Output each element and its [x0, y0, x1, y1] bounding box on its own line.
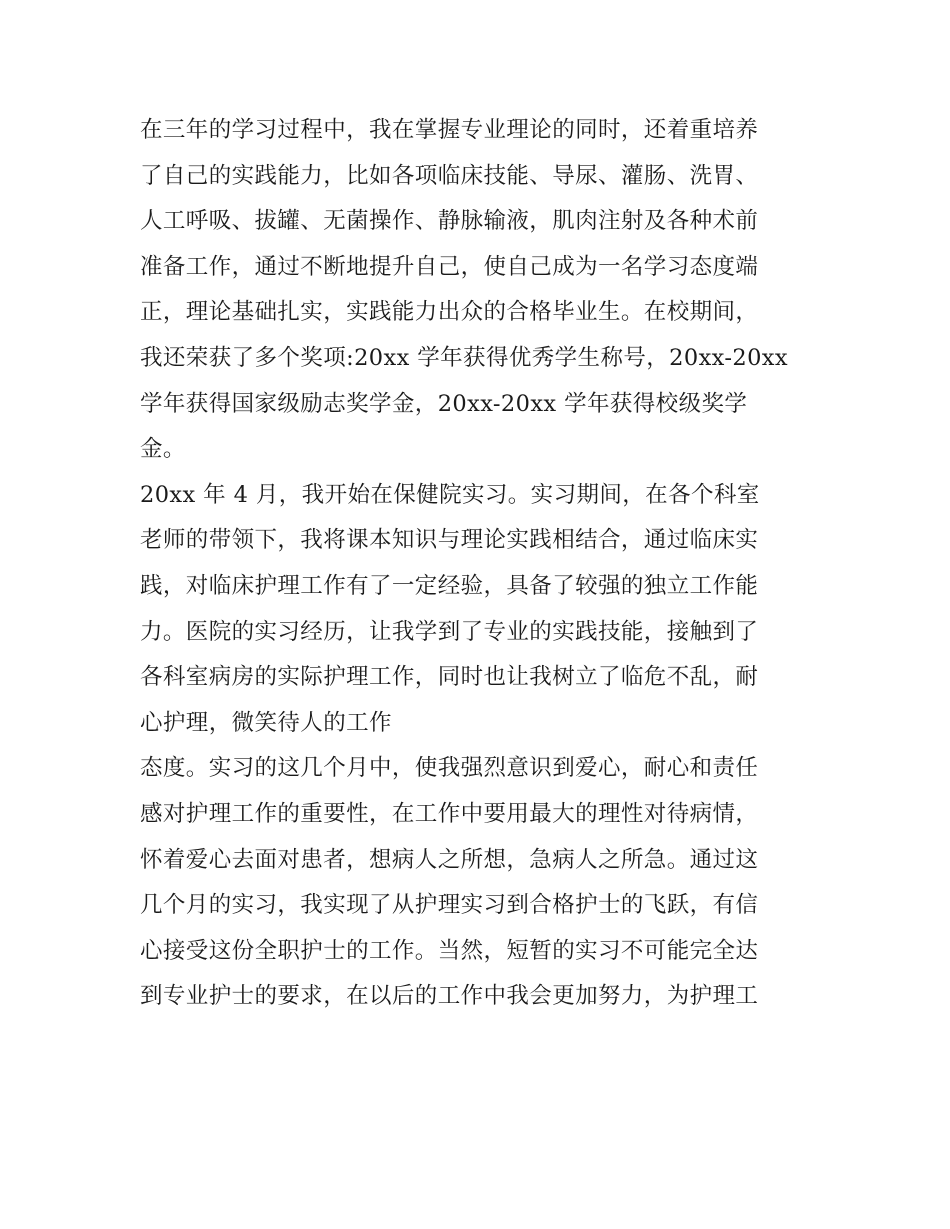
text-line: 老师的带领下，我将课本知识与理论实践相结合，通过临床实 [140, 527, 759, 554]
text-line: 在三年的学习过程中，我在掌握专业理论的同时，还着重培养 [140, 117, 759, 143]
text-line: 各科室病房的实际护理工作，同时也让我树立了临危不乱，耐 [140, 664, 759, 691]
text-line: 正，理论基础扎实，实践能力出众的合格毕业生。在校期间， [140, 299, 759, 326]
text-line: 20xx 年 4 月，我开始在保健院实习。实习期间，在各个科室 [140, 481, 760, 508]
text-line: 践，对临床护理工作有了一定经验，具备了较强的独立工作能 [140, 572, 759, 599]
text-line: 几个月的实习，我实现了从护理实习到合格护士的飞跃，有信 [140, 892, 759, 919]
text-line: 了自己的实践能力，比如各项临床技能、导尿、灌肠、洗胃、 [140, 162, 759, 189]
text-line: 学年获得国家级励志奖学金，20xx-20xx 学年获得校级奖学 [140, 390, 748, 417]
text-line: 到专业护士的要求，在以后的工作中我会更加努力，为护理工 [140, 983, 759, 1010]
document-body [140, 108, 820, 1020]
text-line: 心护理，微笑待人的工作 [140, 709, 392, 736]
text-line: 怀着爱心去面对患者，想病人之所想，急病人之所急。通过这 [140, 846, 759, 873]
text-line: 感对护理工作的重要性，在工作中要用最大的理性对待病情， [140, 800, 759, 827]
text-line: 力。医院的实习经历，让我学到了专业的实践技能，接触到了 [140, 618, 759, 645]
text-line: 我还荣获了多个奖项:20xx 学年获得优秀学生称号，20xx-20xx [140, 344, 788, 371]
text-line: 金。 [140, 436, 186, 463]
text-line: 准备工作，通过不断地提升自己，使自己成为一名学习态度端 [140, 253, 759, 280]
text-line: 态度。实习的这几个月中，使我强烈意识到爱心，耐心和责任 [140, 755, 759, 782]
text-line: 人工呼吸、拔罐、无菌操作、静脉输液，肌肉注射及各种术前 [140, 208, 759, 235]
text-line: 心接受这份全职护士的工作。当然，短暂的实习不可能完全达 [140, 937, 759, 964]
